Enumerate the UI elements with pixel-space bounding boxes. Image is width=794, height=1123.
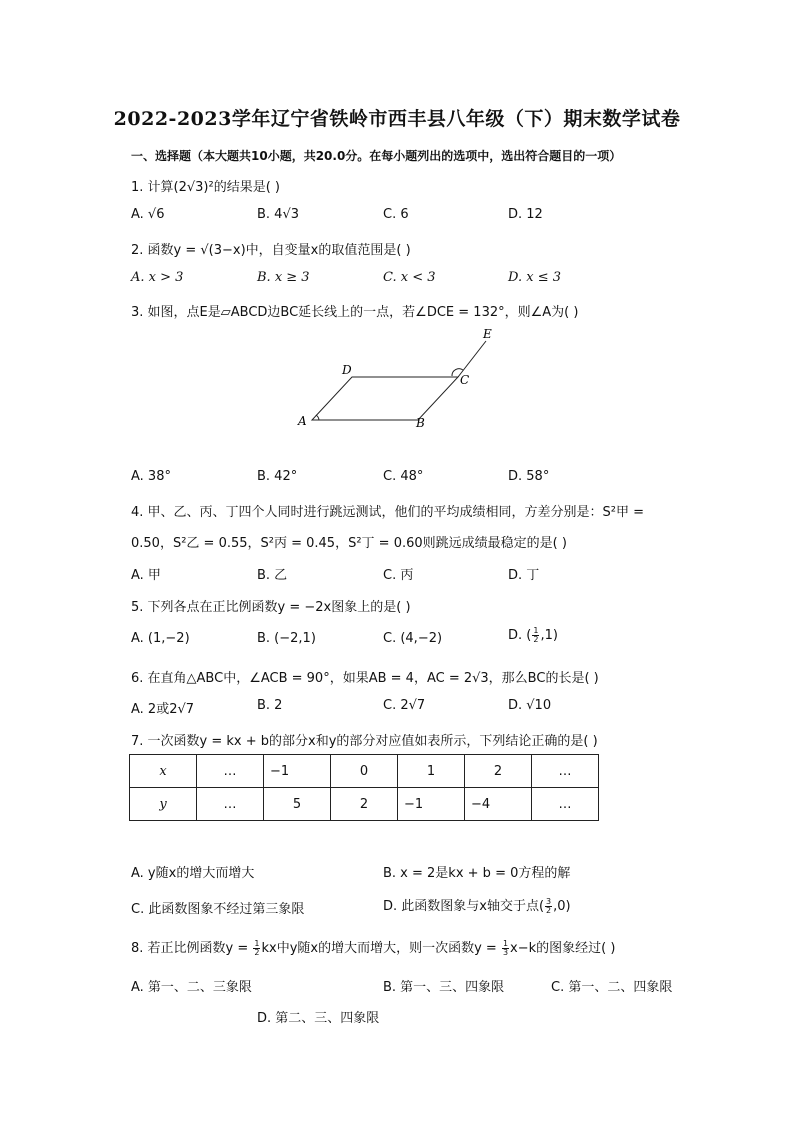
table-cell: …: [197, 755, 264, 788]
q8-option-c[interactable]: C. 第一、二、四象限: [551, 980, 673, 995]
q4-option-a[interactable]: A. 甲: [131, 568, 161, 583]
q8-fraction-1: $\frac{1}{2}$: [254, 939, 260, 957]
q2-option-d[interactable]: D. x ≤ 3: [508, 270, 561, 285]
q6-option-b[interactable]: B. 2: [257, 698, 283, 713]
table-cell: 5: [264, 788, 331, 821]
q5-option-a[interactable]: A. (1,−2): [131, 631, 190, 646]
q3-option-c[interactable]: C. 48°: [383, 469, 424, 484]
q1-option-a[interactable]: A. √6: [131, 207, 165, 222]
table-cell: 1: [398, 755, 465, 788]
table-cell: …: [532, 755, 599, 788]
q4-option-c[interactable]: C. 丙: [383, 568, 414, 583]
q7-option-d-prefix: D. 此函数图象与x轴交于点(: [383, 899, 545, 914]
question-3: 3. 如图，点E是▱ABCD边BC延长线上的一点，若∠DCE = 132°，则∠A为( ): [131, 305, 579, 320]
q1-option-c[interactable]: C. 6: [383, 207, 409, 222]
q4-option-b[interactable]: B. 乙: [257, 568, 288, 583]
q6-option-a[interactable]: A. 2或2√7: [131, 702, 195, 717]
q5-option-d[interactable]: [508, 627, 558, 644]
section-heading: 一、选择题（本大题共10小题，共20.0分。在每小题列出的选项中，选出符合题目的一项）: [131, 149, 622, 163]
q6-option-d[interactable]: D. √10: [508, 698, 552, 713]
q2-option-a[interactable]: A. x > 3: [131, 270, 184, 285]
question-6: 6. 在直角△ABC中，∠ACB = 90°，如果AB = 4，AC = 2√3，那么BC的长是( ): [131, 671, 599, 686]
label-c: C: [460, 373, 470, 387]
question-4-line1: 4. 甲、乙、丙、丁四个人同时进行跳远测试，他们的平均成绩相同，方差分别是：S²甲 =: [131, 505, 645, 520]
q5-option-d-prefix: D. (: [508, 628, 532, 643]
q4-option-d[interactable]: D. 丁: [508, 568, 540, 583]
q8-option-d[interactable]: D. 第二、三、四象限: [257, 1011, 380, 1026]
value-table: [129, 754, 599, 821]
question-2: 2. 函数y = √(3−x)中，自变量x的取值范围是( ): [131, 243, 411, 258]
q3-option-a[interactable]: A. 38°: [131, 469, 171, 484]
q8-option-a[interactable]: A. 第一、二、三象限: [131, 980, 252, 995]
q5-option-b[interactable]: B. (−2,1): [257, 631, 316, 646]
table-row-x: [130, 755, 599, 788]
q2-option-b[interactable]: B. x ≥ 3: [257, 270, 310, 285]
q7-option-b[interactable]: B. x = 2是kx + b = 0方程的解: [383, 866, 571, 881]
q5-option-d-suffix: ,1): [540, 628, 558, 643]
table-cell: 2: [331, 788, 398, 821]
label-b: B: [416, 416, 425, 430]
question-1: 1. 计算(2√3)²的结果是( ): [131, 180, 280, 195]
parallelogram-figure: [290, 322, 520, 437]
q7-option-d[interactable]: [383, 895, 571, 915]
table-cell: −1: [264, 755, 331, 788]
table-cell: 2: [465, 755, 532, 788]
label-d: D: [342, 363, 352, 377]
q3-option-d[interactable]: D. 58°: [508, 469, 550, 484]
q1-option-d[interactable]: D. 12: [508, 207, 543, 222]
label-e: E: [483, 327, 492, 341]
q7-option-d-suffix: ,0): [553, 899, 571, 914]
extension-ce: [458, 341, 486, 377]
question-5: 5. 下列各点在正比例函数y = −2x图象上的是( ): [131, 600, 411, 615]
q7-option-c[interactable]: C. 此函数图象不经过第三象限: [131, 902, 305, 917]
table-cell: …: [197, 788, 264, 821]
q5-option-c[interactable]: C. (4,−2): [383, 631, 443, 646]
q1-option-b[interactable]: B. 4√3: [257, 207, 300, 222]
table-cell: −4: [465, 788, 532, 821]
table-cell: …: [532, 788, 599, 821]
q3-option-b[interactable]: B. 42°: [257, 469, 298, 484]
q7-option-a[interactable]: A. y随x的增大而增大: [131, 866, 255, 881]
table-cell: y: [130, 788, 197, 821]
question-4-line2: 0.50，S²乙 = 0.55，S²丙 = 0.45，S²丁 = 0.60则跳远成绩最稳定的是( ): [131, 536, 567, 551]
table-cell: x: [130, 755, 197, 788]
q8-fraction-2: $\frac{1}{3}$: [502, 939, 509, 957]
label-a: A: [298, 414, 307, 428]
parallelogram-abcd: [312, 377, 458, 420]
q5-option-d-fraction: $\frac{1}{2}$: [533, 626, 539, 644]
q2-option-c[interactable]: C. x < 3: [383, 270, 436, 285]
question-7: 7. 一次函数y = kx + b的部分x和y的部分对应值如表所示，下列结论正确的是( ): [131, 734, 598, 749]
q7-option-d-fraction: $\frac{3}{2}$: [546, 897, 552, 915]
table-cell: 0: [331, 755, 398, 788]
table-cell: −1: [398, 788, 465, 821]
table-row-y: [130, 788, 599, 821]
q8-option-b[interactable]: B. 第一、三、四象限: [383, 980, 505, 995]
page-title: 2022-2023学年辽宁省铁岭市西丰县八年级（下）期末数学试卷: [113, 108, 681, 130]
question-8: 8. 若正比例函数y = $\frac{1}{2}$ kx中y随x的增大而增大，则一次函数y = $\frac{1}{3}$ x−k的图象经过( ): [131, 939, 616, 957]
q6-option-c[interactable]: C. 2√7: [383, 698, 426, 713]
angle-a-arc: [316, 415, 319, 420]
